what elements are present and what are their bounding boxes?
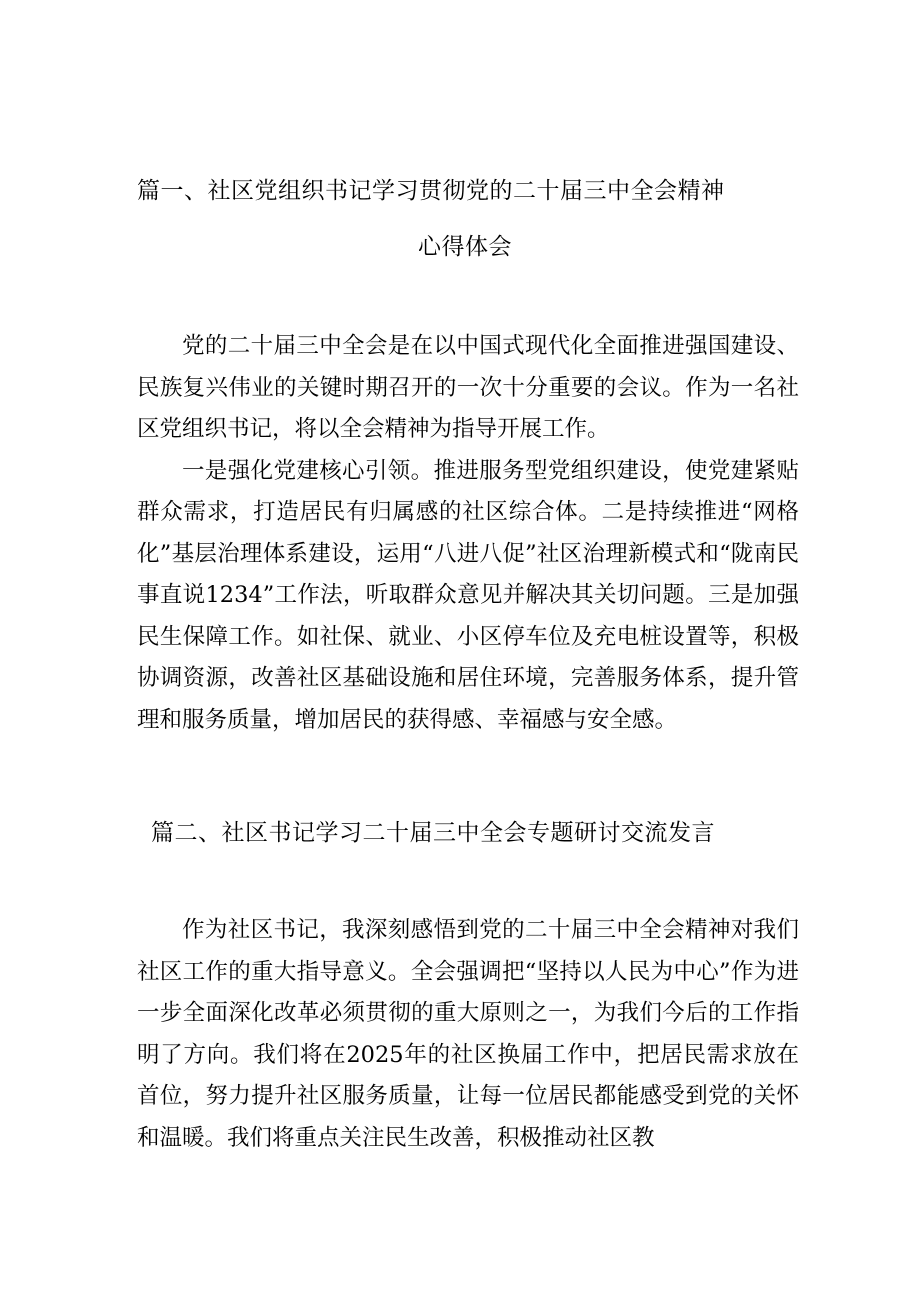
section2-paragraph-1: 作为社区书记，我深刻感悟到党的二十届三中全会精神对我们社区工作的重大指导意义。全会强调把“坚持以人民为中心”作为进一步全面深化改革必须贯彻的重大原则之一，为我们今后的工作指明了方向。我们将在2025年的社区换届工作中，把居民需求放在首位，努力提升社区服务质量，让每一位居民都能感受到党的关怀和温暖。我们将重点关注民生改善，积极推动社区教 [137,917,799,1151]
section1-body [137,326,799,741]
section1-title-line2: 心得体会 [418,234,512,260]
section2-body [137,910,799,1159]
section2-title: 篇二、社区书记学习二十届三中全会专题研讨交流发言 [151,820,715,846]
section1-paragraph-2: 一是强化党建核心引领。推进服务型党组织建设，使党建紧贴群众需求，打造居民有归属感的社区综合体。二是持续推进“网格化”基层治理体系建设，运用“八进八促”社区治理新模式和“陇南民事直说1234”工作法，听取群众意见并解决其关切问题。三是加强民生保障工作。如社保、就业、小区停车位及充电桩设置等，积极协调资源，改善社区基础设施和居住环境，完善服务体系，提升管理和服务质量，增加居民的获得感、幸福感与安全感。 [137,457,799,733]
section1-paragraph-1: 党的二十届三中全会是在以中国式现代化全面推进强国建设、民族复兴伟业的关键时期召开的一次十分重要的会议。作为一名社区党组织书记，将以全会精神为指导开展工作。 [137,333,799,442]
section1-title-line1: 篇一、社区党组织书记学习贯彻党的二十届三中全会精神 [137,178,725,204]
